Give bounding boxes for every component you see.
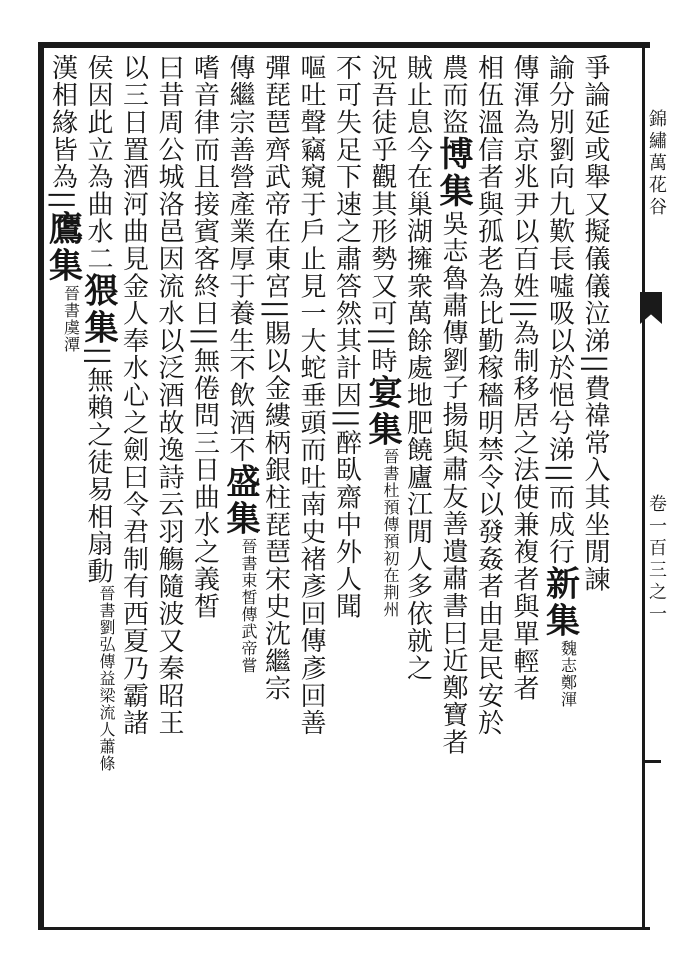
column-text: 相伍溫信者與孤老為比勤稼穡明禁令以發姦者由是民安於	[473, 54, 504, 737]
column-text: 傳繼宗善營產業厚于養生不飲酒不	[225, 54, 255, 464]
fishtail-mark-icon	[640, 292, 662, 324]
text-column	[539, 54, 580, 934]
source-annotation: 魏志鄭渾	[558, 639, 578, 708]
section-heading: 博集	[433, 135, 473, 210]
text-column	[80, 54, 116, 934]
text-column	[577, 54, 613, 934]
column-text: 爭論延或舉又擬儀儀泣涕||費禕常入其坐閒諫	[580, 54, 610, 593]
column-text: 侯因此立為曲水二	[83, 54, 113, 273]
column-text: 嘔吐聲竊窺于戶止見一大蛇垂頭而吐南史褚彥回傳彥回善	[296, 54, 326, 737]
section-heading: 宴集	[362, 374, 402, 449]
text-column	[435, 54, 471, 934]
column-text: 曰昔周公城洛邑因流水以泛酒故逸詩云羽觴隨波又秦昭王	[154, 54, 184, 737]
text-column	[42, 54, 83, 934]
section-heading: 新集	[539, 565, 580, 640]
text-column	[115, 54, 151, 934]
column-text: 農而盜	[438, 54, 468, 136]
text-column	[399, 54, 435, 934]
column-text: 吳志魯肅傳劉子揚與肅友善遺肅書曰近鄭寶者	[438, 209, 468, 756]
edge-book-title: 錦繡萬花谷	[646, 109, 667, 219]
column-text: 諭分別劉向九歎長噓吸以於悒兮涕||而成行	[544, 54, 575, 566]
column-text: 今在巢湖擁衆萬餘處地肥饒廬江閒人多依就之	[402, 135, 433, 682]
text-column	[257, 54, 293, 934]
column-text: 問三日曲水之義皙	[189, 401, 220, 621]
text-column	[470, 54, 506, 934]
column-text: 傳渾為京兆尹以百姓||為制移居之法使兼複者與單輕者	[509, 54, 539, 703]
column-text: 嗜音律而且接賓客終日||無倦	[189, 54, 220, 402]
column-text: 賊止息	[402, 54, 433, 136]
column-text: 不可失足下速之肅答然其計	[331, 54, 362, 382]
text-column	[222, 54, 258, 934]
column-text: 彈琵琶齊武帝在東宮||賜以金縷柄銀柱琵琶宋史沈繼宗	[260, 54, 291, 703]
text-column	[364, 54, 400, 934]
text-column	[506, 54, 542, 934]
column-text: 以三日置酒河曲見金人奉水心之劍曰令君制有西夏乃霸諸	[118, 54, 149, 737]
source-annotation: 晉書杜預傳預初在荆州	[381, 448, 400, 619]
text-column	[151, 54, 187, 934]
section-heading: 鷹集	[42, 210, 83, 285]
edge-volume-label: 卷一百三之一	[646, 494, 667, 626]
section-heading: 猥集	[78, 272, 118, 347]
text-column	[186, 54, 222, 934]
source-annotation: 晉書劉弘傳益梁流人蕭條	[97, 584, 116, 772]
column-text: ||無賴之徒易相扇動	[83, 346, 113, 585]
column-text: 況吾徒乎觀其形勢又可||時	[367, 54, 397, 375]
source-annotation: 晉書虞潭	[61, 284, 81, 353]
column-text: 因||醉臥齋中外人聞	[331, 381, 362, 621]
text-column	[293, 54, 329, 934]
column-text: 漢相緣皆為||	[47, 54, 78, 211]
text-column	[328, 54, 364, 934]
section-heading: 盛集	[220, 463, 260, 538]
source-annotation: 晉書束皙傳武帝嘗	[239, 537, 258, 674]
